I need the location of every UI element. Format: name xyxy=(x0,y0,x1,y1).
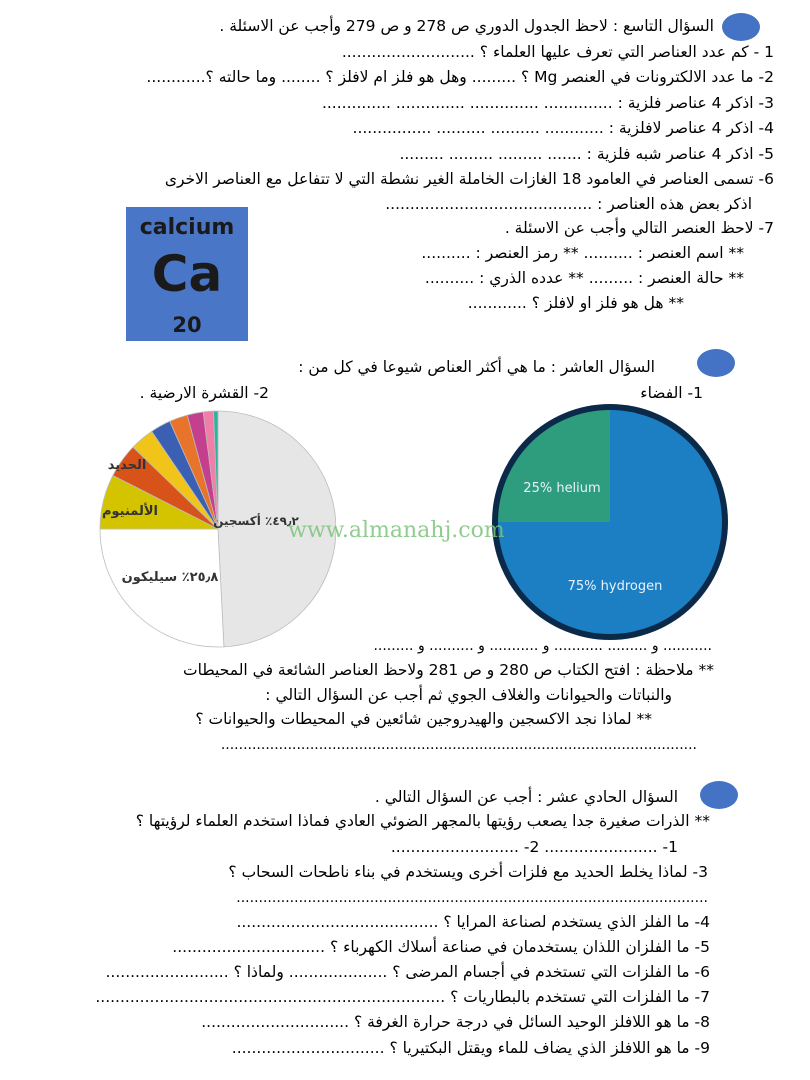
label-hydrogen: 75% hydrogen xyxy=(567,579,663,594)
q9-item-3: 3- اذكر 4 عناصر فلزية : .............. .............. .............. .............. xyxy=(321,94,774,112)
element-name: calcium xyxy=(139,215,235,240)
section-bullet-q9 xyxy=(722,13,760,41)
q10-blanks: ........... و ......... ........... و ........... و .......... و ......... xyxy=(373,638,712,654)
watermark: www.almanahj.com xyxy=(288,518,505,543)
q11-item-5: 5- ما الفلزان اللذان يستخدمان في صناعة أسلاك الكهرباء ؟ ............................... xyxy=(172,938,710,956)
q9-item-6-sub: اذكر بعض هذه العناصر : .......................................... xyxy=(385,195,752,213)
q11-item-4: 4- ما الفلز الذي يستخدم لصناعة المرايا ؟ ......................................... xyxy=(236,913,710,931)
q11-item-3-answer: .......................................................................................................... xyxy=(236,890,708,906)
q9-item-1: 1 - كم عدد العناصر التي تعرف عليها العلماء ؟ ........................... xyxy=(341,43,774,61)
q10-left-label: 2- القشرة الارضية . xyxy=(139,384,269,402)
element-number: 20 xyxy=(172,313,202,337)
q9-item-7a: ** اسم العنصر : .......... ** رمز العنصر : .......... xyxy=(421,244,744,262)
section-bullet-q11 xyxy=(700,781,738,809)
q9-item-2: 2- ما عدد الالكترونات في العنصر Mg ؟ ......... وهل هو فلز ام لافلز ؟ ........ وما حالته ؟............ xyxy=(146,68,774,86)
q10-header: السؤال العاشر : ما هي أكثر العناص شيوعا في كل من : xyxy=(298,358,655,376)
q10-note-3: ** لماذا نجد الاكسجين والهيدروجين شائعين في المحيطات والحيوانات ؟ xyxy=(195,710,652,728)
q11-item-8: 8- ما هو اللافلز الوحيد السائل في درجة حرارة الغرفة ؟ .............................. xyxy=(201,1013,710,1031)
q11-item-1-2: 1- ....................... 2- .......................... xyxy=(390,838,678,856)
q9-item-5: 5- اذكر 4 عناصر شبه فلزية : ....... ......... ......... ......... xyxy=(399,145,774,163)
q11-item-7: 7- ما الفلزات التي تستخدم بالبطاريات ؟ ....................................................................... xyxy=(95,988,710,1006)
slice-silicon xyxy=(100,529,224,647)
q11-header: السؤال الحادي عشر : أجب عن السؤال التالي . xyxy=(374,788,678,806)
q10-note-1: ** ملاحظة : افتح الكتاب ص 280 و ص 281 ولاحظ العناصر الشائعة في المحيطات xyxy=(183,661,714,679)
q10-note-4: ........................................................................................................... xyxy=(220,737,697,753)
label-oxygen: ٤٩٫٢٪ أكسجين xyxy=(213,514,299,528)
q9-header: السؤال التاسع : لاحظ الجدول الدوري ص 278 و ص 279 وأجب عن الاسئلة . xyxy=(219,17,714,35)
q10-note-2: والنباتات والحيوانات والغلاف الجوي ثم أجب عن السؤال التالي : xyxy=(265,686,672,704)
q9-item-7c: ** هل هو فلز او لافلز ؟ ............ xyxy=(467,294,684,312)
q11-item-6: 6- ما الفلزات التي تستخدم في أجسام المرضى ؟ .................... ولماذا ؟ ......................... xyxy=(105,963,710,981)
chart-space xyxy=(490,402,730,642)
element-symbol: Ca xyxy=(151,245,223,303)
q9-item-7b: ** حالة العنصر : ......... ** عدده الذري : .......... xyxy=(424,269,744,287)
label-helium: 25% helium xyxy=(523,481,601,496)
label-silicon: ٢٥٫٨٪ سيليكون xyxy=(121,570,219,585)
label-iron: الحديد xyxy=(107,458,147,473)
q9-item-4: 4- اذكر 4 عناصر لافلزية : ............ .......... .......... ................ xyxy=(352,119,774,137)
section-bullet-q10 xyxy=(697,349,735,377)
q11-item-intro: ** الذرات صغيرة جدا يصعب رؤيتها بالمجهر الضوئي العادي فماذا استخدم العلماء لرؤيتها ؟ xyxy=(135,812,710,830)
q9-item-7: 7- لاحظ العنصر التالي وأجب عن الاسئلة . xyxy=(504,219,774,237)
q9-item-6: 6- تسمى العناصر في العامود 18 الغازات الخاملة الغير نشطة التي لا تتفاعل مع العناصر الاخرى xyxy=(164,170,774,188)
q11-item-9: 9- ما هو اللافلز الذي يضاف للماء ويقتل البكتيريا ؟ ............................... xyxy=(231,1039,710,1057)
q11-item-3: 3- لماذا يخلط الحديد مع فلزات أخرى ويستخدم في بناء ناطحات السحاب ؟ xyxy=(228,863,708,881)
label-aluminum: الألمنيوم xyxy=(101,504,159,519)
q10-right-label: 1- الفضاء xyxy=(640,384,703,402)
element-tile-calcium xyxy=(126,207,248,341)
slice-helium xyxy=(498,410,610,522)
